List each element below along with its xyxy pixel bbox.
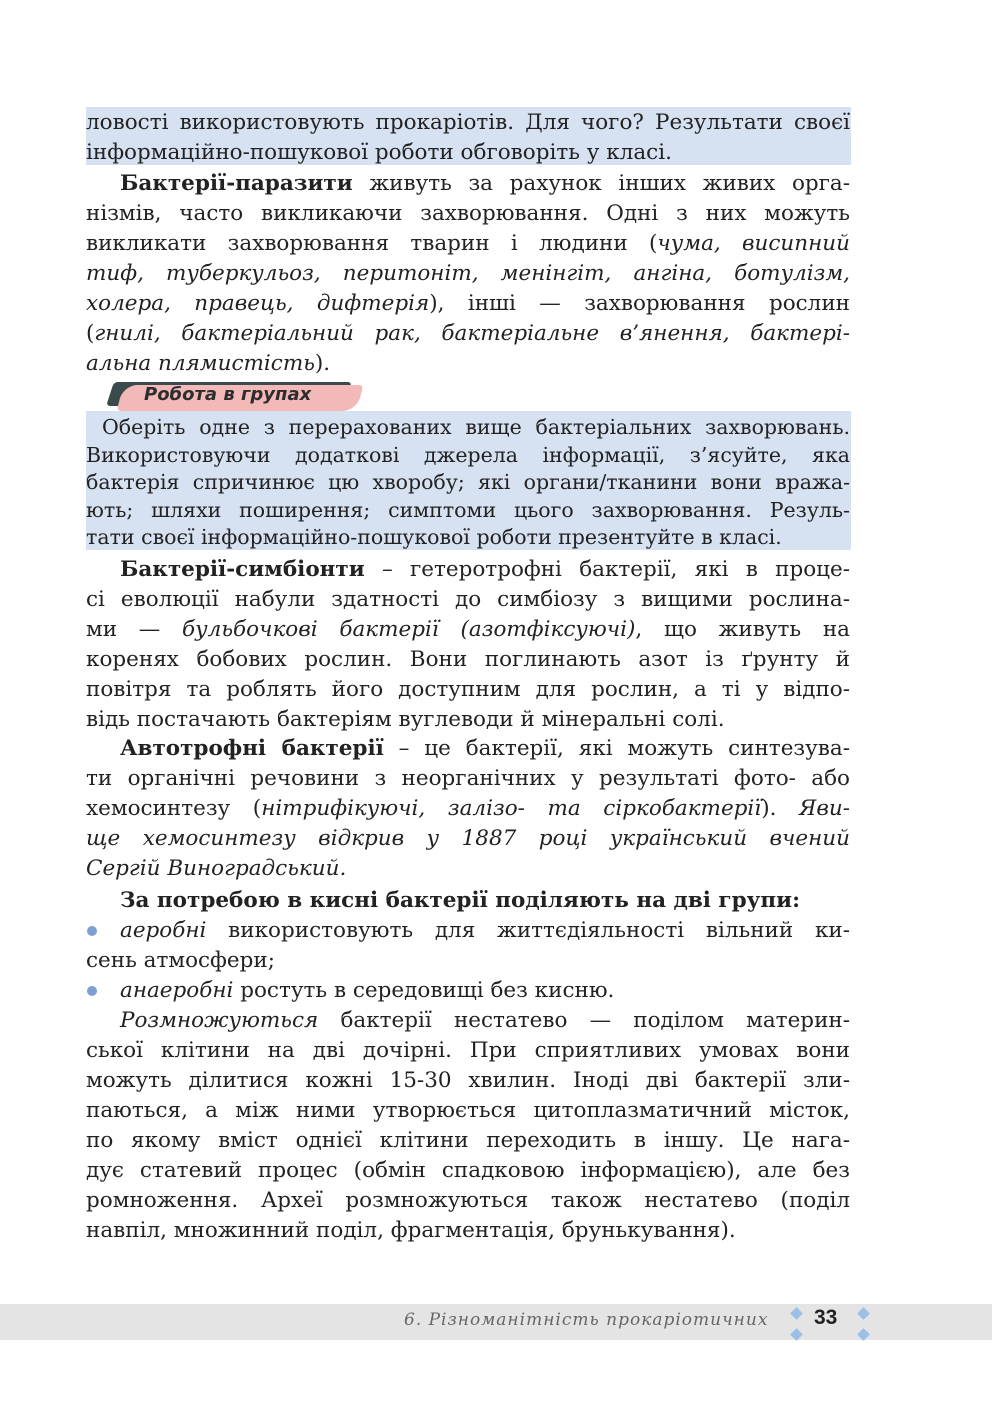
top-box-text: [86, 108, 850, 168]
parasites-paragraph: Бактерії-паразити живуть за рахунок інших живих орга- нізмів, часто викликаючи захворювання. Одні з них можуть викликати захворювання тварин і людини (чума, висипний тиф, туберкульоз, перитоніт, менінгіт, ангіна, ботулізм, холера, правець, дифтерія), інші — захворювання рослин (гнилі, бактеріальний рак, бактеріальне в’янення, бактері- альна плямистість).: [86, 171, 851, 376]
reproduction-paragraph: Розмножуються бактерії нестатево — поділом материн- ської клітини на дві дочірні. При сприятливих умовах вони можуть ділитися кожні 15-30 хвилин. Іноді дві бактерії зли- паються, а між ними утворюється цитоплазматичний місток, по якому вміст однієї клітини переходить в іншу. Це нага- дує статевий процес (обмін спадковою інформацією), але без ромноження. Археї розмножуються також нестатево (поділ навпіл, множинний поділ, фрагментація, брунькування).: [86, 1008, 850, 1243]
autotrophs-term: Автотрофні бактерії: [120, 736, 384, 761]
bullet-icon: [87, 986, 97, 996]
group-work-text: Оберіть одне з перерахованих вище бактеріальних захворювань. Використовуючи додаткові джерела інформації, з’ясуйте, яка бактерія спричинює цю хворобу; які органи/тканини вони вража- ють; шляхи поширення; симптоми цього захворювання. Резуль- тати своєї інформаційно-пошукової роботи презентуйте в класі.: [86, 415, 850, 549]
symbionts-paragraph: Бактерії-симбіонти – гетеротрофні бактерії, які в проце- сі еволюції набули здатності до симбіозу з вищими рослина- ми — бульбочкові бактерії (азотфіксуючі), що живуть на коренях бобових рослин. Вони поглинають азот із ґрунту й повітря та роблять його доступним для рослин, а ті у відпо- відь постачають бактеріям вуглеводи й мінеральні солі.: [86, 557, 850, 732]
top-box-line: ловості використовують прокаріотів. Для чого? Результати своєї: [86, 110, 850, 135]
group-work-label: [110, 382, 360, 412]
symbionts-term: Бактерії-симбіонти: [120, 557, 365, 582]
page-number: 33: [814, 1306, 838, 1329]
list-item-anaerobes: анаеробні ростуть в середовищі без кисню.: [120, 978, 615, 1003]
oxygen-section: За потребою в кисні бактерії поділяють на дві групи: аеробні використовують для життєдіяльності вільний ки- сень атмосфери; анаеробні ростуть в середовищі без кисню.: [86, 886, 850, 1006]
oxygen-heading: За потребою в кисні бактерії поділяють на дві групи:: [120, 888, 801, 913]
group-work-label-text: Робота в групах: [144, 384, 312, 405]
autotrophs-paragraph: Автотрофні бактерії – це бактерії, які можуть синтезува- ти органічні речовини з неорганічних у результаті фото- або хемосинтезу (нітрифікуючі, залізо- та сіркобактерії). Яви- ще хемосинтезу відкрив у 1887 році український вчений Сергій Виноградський.: [86, 736, 851, 881]
top-box-line: інформаційно-пошукової роботи обговоріть у класі.: [86, 140, 672, 165]
list-item-aerobes: аеробні використовують для життєдіяльності вільний ки-: [120, 918, 850, 943]
bullet-icon: [87, 926, 97, 936]
footer-chapter-title: 6. Різноманітність прокаріотичних: [404, 1310, 769, 1330]
reproduction-term: Розмножуються: [120, 1008, 319, 1033]
parasites-term: Бактерії-паразити: [120, 171, 353, 196]
